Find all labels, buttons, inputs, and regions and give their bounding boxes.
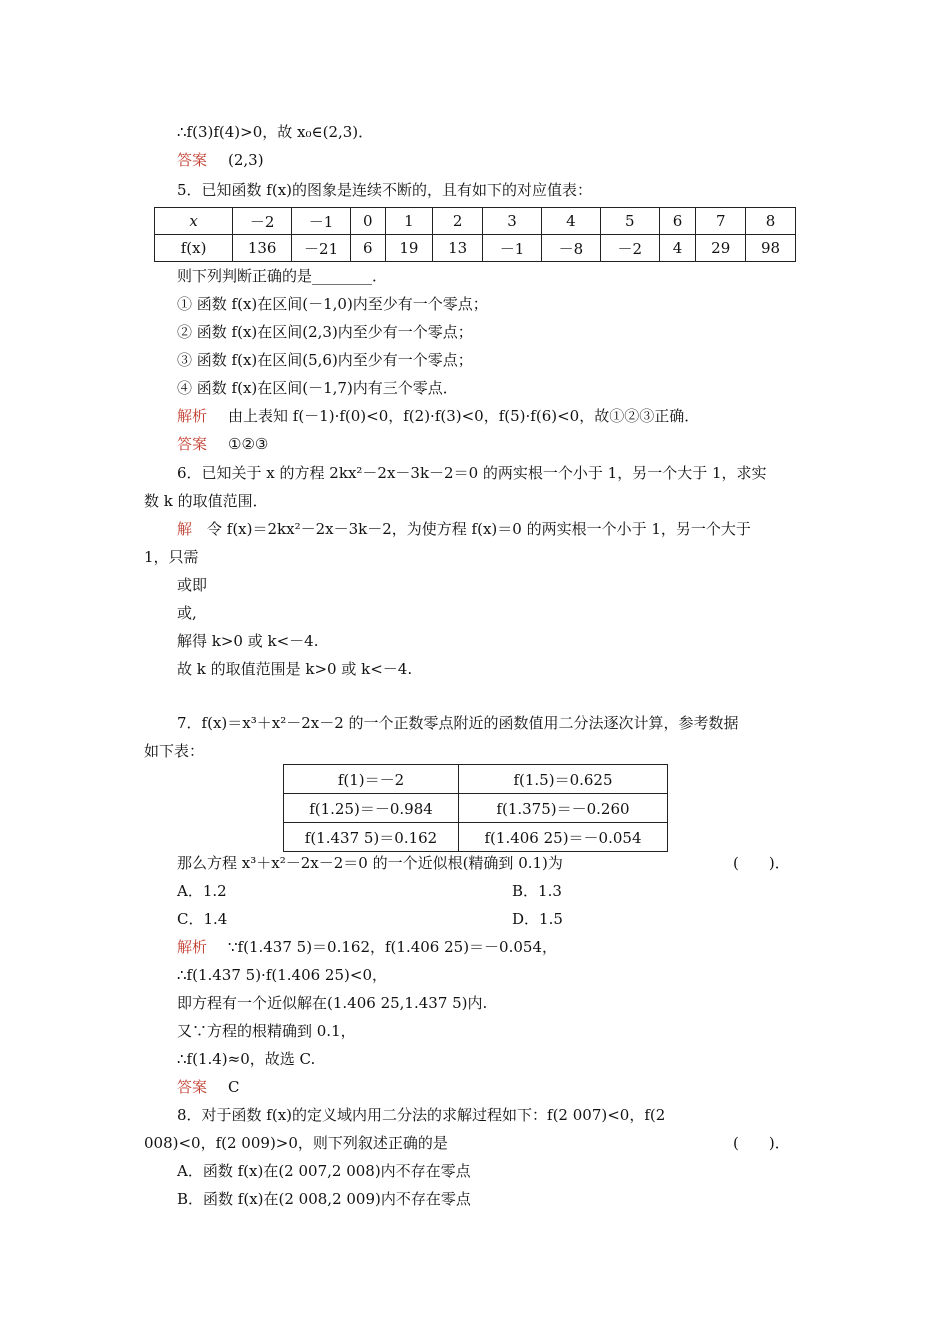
choice-d: D．1.5 [512,910,563,928]
line-conclusion: ∴f(3)f(4)>0，故 x₀∈(2,3)． [177,123,374,141]
table-cell: f(1)＝－2 [284,765,459,794]
solution-text: 由上表知 f(－1)·f(0)<0，f(2)·f(3)<0，f(5)·f(6)<0，故①②③正确． [228,407,700,425]
table-cell: 136 [233,235,292,262]
choice-a: A．1.2 [177,882,227,900]
solution-label: 解析 [177,407,208,425]
question-7-cont: 如下表： [144,742,205,760]
table-cell: －1 [483,235,542,262]
solution-text: 故 k 的取值范围是 k>0 或 k<－4. [177,660,413,678]
question-7-prompt: 那么方程 x³＋x²－2x－2＝0 的一个近似根(精确到 0.1)为 [177,854,563,872]
question-5: 5．已知函数 f(x)的图象是连续不断的，且有如下的对应值表： [177,181,593,199]
table-row [155,208,796,235]
table-cell: f(1.437 5)＝0.162 [284,823,459,852]
table-cell: 6 [351,235,386,262]
question-6: 6．已知关于 x 的方程 2kx²－2x－3k－2＝0 的两实根一个小于 1，另一个大于 1，求实 [177,464,767,482]
question-6-cont: 数 k 的取值范围． [144,492,268,510]
answer-label: 答案 [177,151,208,169]
choice-c: C．1.4 [177,910,228,928]
choice-a: A．函数 f(x)在(2 007,2 008)内不存在零点 [177,1162,471,1180]
answer-paren: ( )． [733,854,790,872]
answer-paren: ( )． [733,1134,790,1152]
solution-text: 又∵方程的根精确到 0.1， [177,1022,356,1040]
table-cell: 13 [433,235,483,262]
solution-text: 1，只需 [144,548,199,566]
table-cell: 19 [385,235,433,262]
option-3: ③ 函数 f(x)在区间(5,6)内至少有一个零点； [177,351,473,369]
table-cell: －8 [541,235,600,262]
table-cell: 29 [696,235,746,262]
table-cell: 2 [433,208,483,235]
solution-label: 解析 [177,938,208,956]
choice-b: B．1.3 [512,882,562,900]
table-cell: f(1.25)＝－0.984 [284,794,459,823]
option-1: ① 函数 f(x)在区间(－1,0)内至少有一个零点； [177,295,488,313]
table-cell: 98 [746,235,796,262]
value-table-7 [283,764,668,852]
answer-text: (2,3) [228,151,264,169]
table-cell: 5 [600,208,659,235]
table-cell: x [155,208,233,235]
table-row [284,765,668,794]
table-cell: 4 [541,208,600,235]
solution-text: 令 f(x)＝2kx²－2x－3k－2，为使方程 f(x)＝0 的两实根一个小于 1，另一个大于 [207,520,751,538]
table-cell: f(1.5)＝0.625 [459,765,668,794]
option-2: ② 函数 f(x)在区间(2,3)内至少有一个零点； [177,323,473,341]
table-cell: f(1.375)＝－0.260 [459,794,668,823]
table-cell: 6 [659,208,696,235]
table-cell: －2 [600,235,659,262]
solution-text: ∴f(1.437 5)·f(1.406 25)<0， [177,966,387,984]
value-table-5 [154,207,796,262]
table-cell: －1 [292,208,351,235]
table-cell: f(1.406 25)＝－0.054 [459,823,668,852]
table-row [284,823,668,852]
solution-text: 即方程有一个近似解在(1.406 25,1.437 5)内. [177,994,488,1012]
solution-text: 解得 k>0 或 k<－4. [177,632,319,650]
answer-label: 答案 [177,1078,208,1096]
table-cell: 4 [659,235,696,262]
answer-text: C [228,1078,240,1096]
question-8-cont: 008)<0，f(2 009)>0，则下列叙述正确的是 [144,1134,448,1152]
question-7: 7．f(x)＝x³＋x²－2x－2 的一个正数零点附近的函数值用二分法逐次计算，参考数据 [177,714,739,732]
solution-text: 或即 [177,576,208,594]
solution-text: 或, [177,604,197,622]
table-cell: f(x) [155,235,233,262]
table-cell: －2 [233,208,292,235]
question-5-prompt: 则下列判断正确的是________． [177,267,388,285]
choice-b: B．函数 f(x)在(2 008,2 009)内不存在零点 [177,1190,471,1208]
answer-label: 答案 [177,435,208,453]
question-8: 8．对于函数 f(x)的定义域内用二分法的求解过程如下：f(2 007)<0，f(2 [177,1106,666,1124]
table-row [284,794,668,823]
option-4: ④ 函数 f(x)在区间(－1,7)内有三个零点． [177,379,458,397]
solution-text: ∵f(1.437 5)＝0.162，f(1.406 25)＝－0.054， [228,938,557,956]
table-cell: 3 [483,208,542,235]
table-cell: 8 [746,208,796,235]
solution-label: 解 [177,520,193,538]
table-row [155,235,796,262]
table-cell: 7 [696,208,746,235]
table-cell: 1 [385,208,433,235]
solution-text: ∴f(1.4)≈0，故选 C. [177,1050,316,1068]
table-cell: －21 [292,235,351,262]
answer-text: ①②③ [228,435,269,453]
table-cell: 0 [351,208,386,235]
